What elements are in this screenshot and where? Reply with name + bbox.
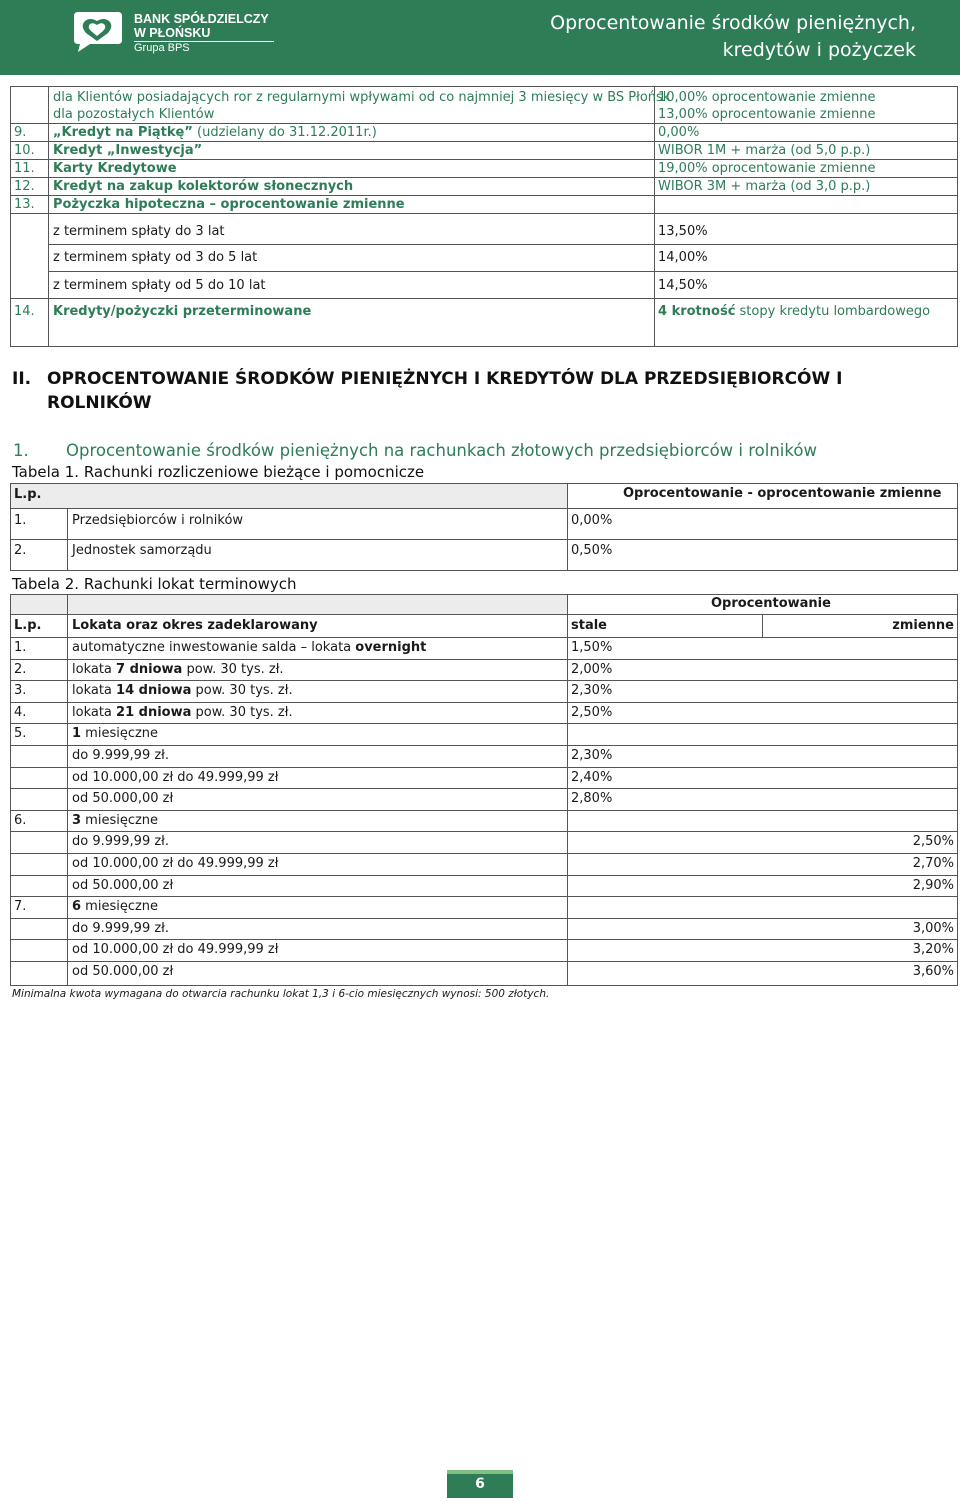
table1-title: Tabela 1. Rachunki rozliczeniowe bieżące i pomocnicze [12,463,425,481]
mortgage-term: z terminem spłaty od 5 do 10 lat [53,278,266,293]
row-number: 2. [14,543,27,558]
row-name: lokata 14 dniowa pow. 30 tys. zł. [72,683,293,698]
row-rate-fixed: 2,30% [571,748,613,763]
col-name: Lokata oraz okres zadeklarowany [72,618,318,633]
table2-note: Minimalna kwota wymagana do otwarcia rachunku lokat 1,3 i 6-cio miesięcznych wynosi: 500 złotych. [12,988,550,1000]
subsection-title: Oprocentowanie środków pieniężnych na rachunkach złotowych przedsiębiorców i rolników [66,441,817,460]
row-rate-fixed: 1,50% [571,640,613,655]
page-number: 6 [475,1476,485,1492]
row-rate-fixed: 2,00% [571,662,613,677]
row-name: 1 miesięczne [72,726,159,741]
row-rate-fixed: 2,80% [571,791,613,806]
mortgage-rate: 14,50% [658,278,708,293]
loan-rate: WIBOR 3M + marża (od 3,0 p.p.) [658,179,871,194]
row-name: Jednostek samorządu [72,543,212,558]
loan-name: Kredyty/pożyczki przeterminowane [53,304,312,319]
loan-number: 11. [14,161,35,176]
loan-number: 13. [14,197,35,212]
loan-rate: 13,00% oprocentowanie zmienne [658,107,876,122]
table2-title: Tabela 2. Rachunki lokat terminowych [12,575,297,593]
mortgage-term: z terminem spłaty do 3 lat [53,224,225,239]
col-lp: L.p. [14,487,42,502]
bank-group: Grupa BPS [134,42,190,54]
loan-rate: 0,00% [658,125,700,140]
row-rate-fixed: 2,40% [571,770,613,785]
row-rate-variable: 3,00% [912,921,954,936]
loan-name: „Kredyt na Piątkę” (udzielany do 31.12.2011r.) [53,125,377,140]
section-title: OPROCENTOWANIE ŚRODKÓW PIENIĘŻNYCH I KREDYTÓW DLA PRZEDSIĘBIORCÓW I ROLNIKÓW [47,369,843,413]
row-name: lokata 21 dniowa pow. 30 tys. zł. [72,705,293,720]
loan-rate: 10,00% oprocentowanie zmienne [658,90,876,105]
mortgage-term: z terminem spłaty od 3 do 5 lat [53,250,258,265]
page-title: Oprocentowanie środków pieniężnych, kredytów i pożyczek [550,12,916,61]
row-number: 6. [14,813,27,828]
row-name: Przedsiębiorców i rolników [72,513,244,528]
loan-rate: 19,00% oprocentowanie zmienne [658,161,876,176]
row-rate-variable: 2,50% [912,834,954,849]
loan-name: Karty Kredytowe [53,161,177,176]
row-name: od 50.000,00 zł [72,791,174,806]
row-number: 1. [14,640,27,655]
loan-rate: 4 krotność stopy kredytu lombardowego [658,304,931,319]
row-number: 4. [14,705,27,720]
bank-logo-icon [68,10,126,54]
row-name: od 50.000,00 zł [72,964,174,979]
row-name: lokata 7 dniowa pow. 30 tys. zł. [72,662,284,677]
row-number: 7. [14,899,27,914]
row-rate: 0,50% [571,543,613,558]
row-number: 1. [14,513,27,528]
row-rate-variable: 2,90% [912,878,954,893]
row-rate-variable: 3,20% [912,942,954,957]
col-variable: zmienne [892,618,954,633]
loan-name: Kredyt na zakup kolektorów słonecznych [53,179,354,194]
row-number: 2. [14,662,27,677]
loan-number: 9. [14,125,27,140]
loan-name: Pożyczka hipoteczna – oprocentowanie zmienne [53,197,405,212]
row-rate-fixed: 2,50% [571,705,613,720]
row-rate-fixed: 2,30% [571,683,613,698]
row-number: 3. [14,683,27,698]
loan-number: 14. [14,304,35,319]
col-rate: Oprocentowanie [711,596,831,611]
page-header [0,0,960,75]
row-number: 5. [14,726,27,741]
row-name: automatyczne inwestowanie salda – lokata overnight [72,640,427,655]
row-name: od 10.000,00 zł do 49.999,99 zł [72,770,279,785]
loan-number: 12. [14,179,35,194]
subsection-number: 1. [13,441,29,460]
col-rate: Oprocentowanie - oprocentowanie zmienne [623,486,942,501]
mortgage-rate: 14,00% [658,250,708,265]
section-number: II. [12,369,32,389]
row-name: 3 miesięczne [72,813,159,828]
row-name: od 10.000,00 zł do 49.999,99 zł [72,942,279,957]
row-rate-variable: 2,70% [912,856,954,871]
loan-number: 10. [14,143,35,158]
row-name: od 50.000,00 zł [72,878,174,893]
loan-rate: WIBOR 1M + marża (od 5,0 p.p.) [658,143,871,158]
loan-name: dla Klientów posiadających ror z regularnymi wpływami od co najmniej 3 miesięcy w BS Płońsk [53,90,671,105]
row-rate-variable: 3,60% [912,964,954,979]
row-name: do 9.999,99 zł. [72,748,170,763]
row-name: od 10.000,00 zł do 49.999,99 zł [72,856,279,871]
row-name: do 9.999,99 zł. [72,834,170,849]
row-rate: 0,00% [571,513,613,528]
row-name: do 9.999,99 zł. [72,921,170,936]
col-fixed: stale [571,618,607,633]
mortgage-rate: 13,50% [658,224,708,239]
loan-name: Kredyt „Inwestycja” [53,143,203,158]
loan-name: dla pozostałych Klientów [53,107,215,122]
bank-name: BANK SPÓŁDZIELCZY W PŁOŃSKU [134,12,269,40]
col-lp: L.p. [14,618,42,633]
row-name: 6 miesięczne [72,899,159,914]
